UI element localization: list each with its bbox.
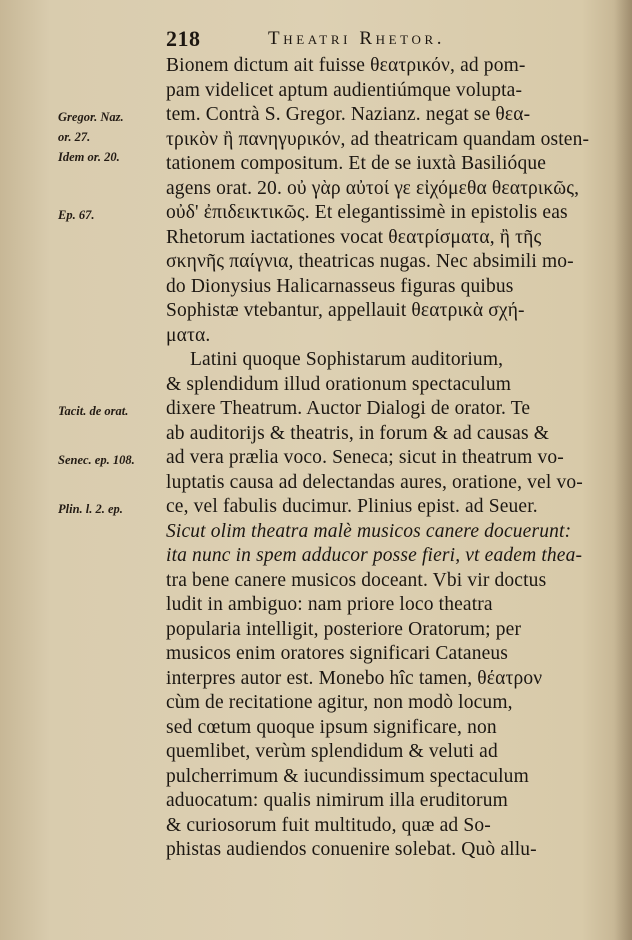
text-line: Rhetorum iactationes vocat θεατρίσματα, ἢ τῆς <box>166 226 542 248</box>
text-line: sed cœtum quoque ipsum significare, non <box>166 716 497 738</box>
margin-note: Senec. ep. 108. <box>58 453 135 467</box>
margin-note: Ep. 67. <box>58 208 95 222</box>
body-text <box>166 54 594 863</box>
text-line: ita nunc in spem adducor posse fieri, vt eadem thea- <box>166 545 583 566</box>
text-line: ad vera prælia voco. Seneca; sicut in theatrum vo- <box>166 447 564 468</box>
text-line: phistas audiendos conuenire solebat. Quò allu- <box>166 839 537 860</box>
margin-notes <box>0 0 160 940</box>
text-line: Latini quoque Sophistarum auditorium, <box>190 349 504 370</box>
text-line: musicos enim oratores significari Cataneus <box>166 643 509 664</box>
text-line: οὐδ' ἐπιδεικτικῶς. Et elegantissimè in epistolis eas <box>166 202 568 223</box>
text-line: Bionem dictum ait fuisse θεατρικόν, ad pom- <box>166 55 526 76</box>
text-line: Sophistæ vtebantur, appellauit θεατρικὰ σχή- <box>166 300 525 321</box>
page-header <box>166 26 586 56</box>
text-line: do Dionysius Halicarnasseus figuras quibus <box>166 275 514 297</box>
text-line: luptatis causa ad delectandas aures, oratione, vel vo- <box>166 471 583 493</box>
text-line: σκηνῆς παίγνια, theatricas nugas. Nec absimili mo- <box>166 251 574 272</box>
margin-note: Idem or. 20. <box>58 150 120 164</box>
text-line: tra bene canere musicos doceant. Vbi vir doctus <box>166 569 547 591</box>
text-line: popularia intelligit, posteriore Oratorum; per <box>166 618 522 640</box>
page-number: 218 <box>166 26 201 51</box>
margin-note: Gregor. Naz. <box>58 110 124 124</box>
text-line: dixere Theatrum. Auctor Dialogi de orator. Te <box>166 398 531 419</box>
running-head: Theatri Rhetor. <box>268 28 446 49</box>
text-line: quemlibet, verùm splendidum & veluti ad <box>166 741 498 762</box>
margin-note: Plin. l. 2. ep. <box>58 502 123 516</box>
text-line: pulcherrimum & iucundissimum spectaculum <box>166 765 529 787</box>
text-line: & splendidum illud orationum spectaculum <box>166 373 512 395</box>
text-line: ab auditorijs & theatris, in forum & ad causas & <box>166 422 550 444</box>
text-line: interpres autor est. Monebo hîc tamen, θέατρον <box>166 667 543 689</box>
margin-note: Tacit. de orat. <box>58 404 129 418</box>
text-line: tem. Contrà S. Gregor. Nazianz. negat se θεα- <box>166 104 531 125</box>
text-line: Sicut olim theatra malè musicos canere docuerunt: <box>166 520 572 542</box>
text-line: τρικὸν ἢ πανηγυρικόν, ad theatricam quandam osten- <box>166 128 590 150</box>
margin-note: or. 27. <box>58 130 91 144</box>
text-line: ludit in ambiguo: nam priore loco theatra <box>166 594 493 615</box>
text-line: ce, vel fabulis ducimur. Plinius epist. ad Seuer. <box>166 496 538 517</box>
text-line: pam videlicet aptum audientiúmque volupta- <box>166 79 523 101</box>
text-line: & curiosorum fuit multitudo, quæ ad So- <box>166 814 491 836</box>
text-line: aduocatum: qualis nimirum illa eruditorum <box>166 790 508 811</box>
text-line: tationem compositum. Et de se iuxtà Basilióque <box>166 153 547 174</box>
text-line: cùm de recitatione agitur, non modò locum, <box>166 692 513 713</box>
text-line: agens orat. 20. οὐ γὰρ αὐτοί γε εἰχόμεθα θεατρικῶς, <box>166 177 580 199</box>
text-line: ματα. <box>166 324 211 346</box>
page-fold-shadow <box>614 0 632 940</box>
